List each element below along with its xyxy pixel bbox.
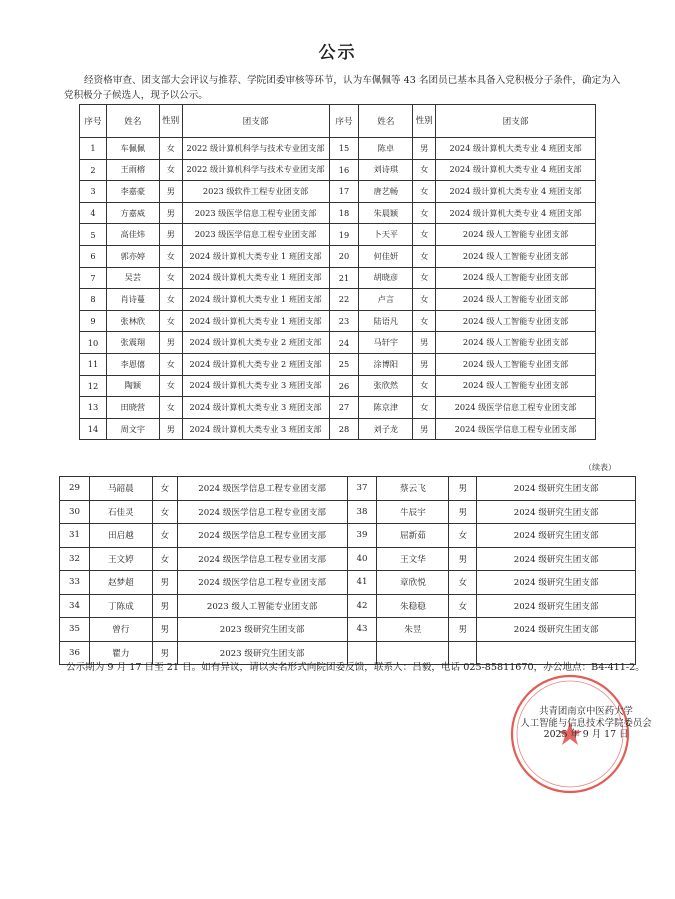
cell-g: 男 [159, 224, 182, 246]
cell-no: 13 [80, 397, 107, 419]
cell-g: 女 [159, 159, 182, 181]
cell-name: 卢言 [359, 289, 413, 311]
cell-no: 3 [80, 181, 107, 203]
cell-no: 17 [329, 181, 359, 203]
cell-g: 男 [413, 418, 436, 440]
cell-no: 36 [60, 641, 90, 665]
header-name: 姓名 [106, 105, 159, 138]
cell-g: 女 [152, 500, 177, 524]
cell-no: 12 [80, 375, 107, 397]
cell-b: 2024 级人工智能专业团支部 [436, 289, 596, 311]
cell-name: 郭亦婷 [106, 245, 159, 267]
cell-name: 屈新茹 [377, 524, 449, 548]
cell-g: 男 [449, 477, 477, 501]
cell-g: 女 [449, 571, 477, 595]
cell-g: 女 [159, 353, 182, 375]
table-row [80, 245, 596, 267]
cell-g: 男 [152, 618, 177, 642]
cell-g: 女 [413, 310, 436, 332]
cell-no: 39 [347, 524, 377, 548]
table-row [80, 202, 596, 224]
cell-no: 30 [60, 500, 90, 524]
header-gender: 性别 [159, 105, 182, 138]
cell-b: 2023 级人工智能专业团支部 [177, 594, 347, 618]
cell-no: 25 [329, 353, 359, 375]
cell-g: 女 [413, 375, 436, 397]
page-title: 公示 [318, 43, 357, 63]
cell-name: 涂博阳 [359, 353, 413, 375]
table-row [80, 159, 596, 181]
table-row [60, 524, 636, 548]
table-row [80, 224, 596, 246]
cell-b: 2024 级计算机大类专业 2 班团支部 [182, 353, 329, 375]
cell-b: 2024 级研究生团支部 [477, 594, 636, 618]
cell-b: 2024 级计算机大类专业 1 班团支部 [182, 245, 329, 267]
cell-b: 2024 级医学信息工程专业团支部 [436, 418, 596, 440]
cell-name: 何佳妍 [359, 245, 413, 267]
cell-g: 男 [413, 332, 436, 354]
cell-b: 2024 级计算机大类专业 4 班团支部 [436, 159, 596, 181]
cell-name: 肖诗蔓 [106, 289, 159, 311]
cell-g: 女 [413, 289, 436, 311]
table-row [80, 138, 596, 160]
cell-no: 2 [80, 159, 107, 181]
cell-name: 瞿力 [89, 641, 152, 665]
cell-g: 男 [159, 332, 182, 354]
cell-b: 2024 级研究生团支部 [477, 524, 636, 548]
cell-no: 19 [329, 224, 359, 246]
cell-g: 女 [413, 397, 436, 419]
cell-no: 9 [80, 310, 107, 332]
cell-b: 2024 级计算机大类专业 3 班团支部 [182, 375, 329, 397]
cell-name: 丁陈成 [89, 594, 152, 618]
cell-g: 男 [449, 500, 477, 524]
cell-b: 2024 级计算机大类专业 4 班团支部 [436, 181, 596, 203]
cell-name: 蔡云飞 [377, 477, 449, 501]
cell-no: 32 [60, 547, 90, 571]
table-row [80, 375, 596, 397]
cell-no: 6 [80, 245, 107, 267]
cell-b: 2024 级计算机大类专业 1 班团支部 [182, 267, 329, 289]
cell-b: 2024 级医学信息工程专业团支部 [177, 547, 347, 571]
cell-b: 2024 级人工智能专业团支部 [436, 224, 596, 246]
cell-g: 女 [413, 202, 436, 224]
cell-g: 女 [159, 267, 182, 289]
cell-name: 李恩僖 [106, 353, 159, 375]
cell-g: 女 [413, 181, 436, 203]
cell-g: 女 [159, 397, 182, 419]
cell-no: 5 [80, 224, 107, 246]
table-row [80, 310, 596, 332]
cell-name: 朱晨颖 [359, 202, 413, 224]
cell-b: 2024 级计算机大类专业 4 班团支部 [436, 138, 596, 160]
continued-label: （续表） [584, 463, 616, 472]
cell-name: 赵梦超 [89, 571, 152, 595]
cell-name: 李嘉豪 [106, 181, 159, 203]
cell-name: 刘诗琪 [359, 159, 413, 181]
cell-g: 男 [159, 181, 182, 203]
cell-no: 8 [80, 289, 107, 311]
table-row [80, 181, 596, 203]
table-row [80, 267, 596, 289]
cell-name: 张林欣 [106, 310, 159, 332]
cell-name: 马轩宇 [359, 332, 413, 354]
cell-name: 陈卓 [359, 138, 413, 160]
cell-b: 2023 级医学信息工程专业团支部 [182, 224, 329, 246]
candidate-table-2 [59, 476, 636, 665]
cell-no: 10 [80, 332, 107, 354]
cell-no: 34 [60, 594, 90, 618]
cell-g: 男 [159, 418, 182, 440]
cell-b: 2023 级研究生团支部 [177, 618, 347, 642]
cell-b: 2024 级人工智能专业团支部 [436, 245, 596, 267]
cell-g: 女 [152, 547, 177, 571]
cell-name: 张欣然 [359, 375, 413, 397]
signature-date: 2025 年 9 月 17 日 [543, 729, 629, 740]
cell-no: 16 [329, 159, 359, 181]
cell-g: 女 [413, 245, 436, 267]
cell-no: 15 [329, 138, 359, 160]
cell-b: 2024 级计算机大类专业 3 班团支部 [182, 397, 329, 419]
cell-g: 男 [413, 353, 436, 375]
cell-name: 高佳炜 [106, 224, 159, 246]
cell-no: 31 [60, 524, 90, 548]
cell-name: 卜天平 [359, 224, 413, 246]
cell-name: 王文婷 [89, 547, 152, 571]
cell-no: 11 [80, 353, 107, 375]
cell-g: 男 [152, 594, 177, 618]
cell-no: 29 [60, 477, 90, 501]
candidate-table-1 [79, 104, 596, 440]
cell-name: 朱稳稳 [377, 594, 449, 618]
cell-name: 陈京津 [359, 397, 413, 419]
cell-b: 2024 级计算机大类专业 1 班团支部 [182, 289, 329, 311]
header-gender: 性别 [413, 105, 436, 138]
cell-g: 男 [449, 547, 477, 571]
cell-b: 2023 级软件工程专业团支部 [182, 181, 329, 203]
cell-b: 2024 级研究生团支部 [477, 547, 636, 571]
cell-no: 1 [80, 138, 107, 160]
cell-g: 女 [449, 524, 477, 548]
cell-name: 王雨榕 [106, 159, 159, 181]
cell-g: 男 [413, 138, 436, 160]
cell-no: 40 [347, 547, 377, 571]
cell-b: 2024 级医学信息工程专业团支部 [177, 477, 347, 501]
cell-name: 陆语凡 [359, 310, 413, 332]
header-no: 序号 [80, 105, 107, 138]
cell-g: 女 [413, 267, 436, 289]
cell-b: 2024 级医学信息工程专业团支部 [177, 500, 347, 524]
cell-name: 章欣悦 [377, 571, 449, 595]
signature-block [506, 706, 666, 741]
cell-b: 2024 级计算机大类专业 4 班团支部 [436, 202, 596, 224]
cell-b: 2022 级计算机科学与技术专业团支部 [182, 138, 329, 160]
cell-g: 男 [152, 571, 177, 595]
cell-b: 2022 级计算机科学与技术专业团支部 [182, 159, 329, 181]
cell-g: 男 [449, 618, 477, 642]
table-row [60, 571, 636, 595]
table-row [80, 289, 596, 311]
cell-name: 石佳灵 [89, 500, 152, 524]
cell-b: 2024 级计算机大类专业 3 班团支部 [182, 418, 329, 440]
signature-college: 人工智能与信息技术学院委员会 [520, 717, 652, 729]
cell-g: 男 [159, 202, 182, 224]
footer-notice: 公示期为 9 月 17 日至 21 日。如有异议，请以实名形式向院团委反馈，联系人：吕毅，电话 025-85811670，办公地点：B4-411-2。 [66, 662, 645, 673]
cell-b: 2024 级人工智能专业团支部 [436, 310, 596, 332]
cell-no: 27 [329, 397, 359, 419]
cell-no: 22 [329, 289, 359, 311]
cell-b: 2024 级医学信息工程专业团支部 [177, 524, 347, 548]
intro-paragraph: 经资格审查、团支部大会评议与推荐、学院团委审核等环节，认为车佩佩等 43 名团员已基本具备入党积极分子条件，确定为入党积极分子候选人，现予以公示。 [64, 75, 621, 101]
cell-b: 2024 级人工智能专业团支部 [436, 332, 596, 354]
cell-name: 田启越 [89, 524, 152, 548]
cell-g: 女 [159, 289, 182, 311]
cell-b: 2024 级研究生团支部 [477, 500, 636, 524]
cell-name: 田晓营 [106, 397, 159, 419]
table-row [80, 397, 596, 419]
cell-g: 男 [152, 641, 177, 665]
cell-name: 曾行 [89, 618, 152, 642]
cell-b: 2024 级医学信息工程专业团支部 [177, 571, 347, 595]
cell-g: 女 [159, 245, 182, 267]
cell-name: 王文华 [377, 547, 449, 571]
cell-no: 33 [60, 571, 90, 595]
cell-no: 37 [347, 477, 377, 501]
cell-b: 2024 级研究生团支部 [477, 618, 636, 642]
cell-g: 女 [413, 159, 436, 181]
cell-name: 胡晓彦 [359, 267, 413, 289]
cell-name: 张震翔 [106, 332, 159, 354]
cell-b: 2024 级研究生团支部 [477, 571, 636, 595]
cell-name: 刘子龙 [359, 418, 413, 440]
header-no: 序号 [329, 105, 359, 138]
cell-no: 24 [329, 332, 359, 354]
cell-no: 43 [347, 618, 377, 642]
cell-b: 2024 级人工智能专业团支部 [436, 353, 596, 375]
cell-name: 朱昱 [377, 618, 449, 642]
cell-g: 女 [159, 310, 182, 332]
cell-g: 女 [413, 224, 436, 246]
cell-no: 21 [329, 267, 359, 289]
cell-b: 2024 级计算机大类专业 2 班团支部 [182, 332, 329, 354]
header-name: 姓名 [359, 105, 413, 138]
header-branch: 团支部 [182, 105, 329, 138]
cell-no: 28 [329, 418, 359, 440]
cell-b: 2024 级计算机大类专业 1 班团支部 [182, 310, 329, 332]
cell-name: 陶颖 [106, 375, 159, 397]
cell-b: 2024 级人工智能专业团支部 [436, 267, 596, 289]
cell-g: 女 [152, 524, 177, 548]
cell-b: 2024 级研究生团支部 [477, 477, 636, 501]
cell-name: 方嘉威 [106, 202, 159, 224]
table-row [60, 547, 636, 571]
cell-b: 2023 级医学信息工程专业团支部 [182, 202, 329, 224]
cell-name: 吴芸 [106, 267, 159, 289]
table-row [80, 418, 596, 440]
table-row [80, 353, 596, 375]
cell-name: 车佩佩 [106, 138, 159, 160]
cell-no: 4 [80, 202, 107, 224]
cell-name: 周文宇 [106, 418, 159, 440]
cell-b: 2024 级医学信息工程专业团支部 [436, 397, 596, 419]
cell-no: 41 [347, 571, 377, 595]
cell-no: 18 [329, 202, 359, 224]
header-branch: 团支部 [436, 105, 596, 138]
cell-no: 35 [60, 618, 90, 642]
cell-no: 14 [80, 418, 107, 440]
table-row [60, 594, 636, 618]
signature-org: 共青团南京中医药大学 [539, 706, 633, 717]
cell-g: 女 [159, 138, 182, 160]
table-row [60, 618, 636, 642]
cell-b: 2023 级研究生团支部 [177, 641, 347, 665]
cell-g: 女 [449, 594, 477, 618]
table-row [60, 477, 636, 501]
cell-g: 女 [152, 477, 177, 501]
cell-no: 26 [329, 375, 359, 397]
cell-no: 42 [347, 594, 377, 618]
table-row [60, 500, 636, 524]
table-row [80, 332, 596, 354]
cell-name: 唐艺畅 [359, 181, 413, 203]
cell-no: 38 [347, 500, 377, 524]
cell-name: 牛辰宇 [377, 500, 449, 524]
cell-name: 马韶晨 [89, 477, 152, 501]
cell-no: 20 [329, 245, 359, 267]
cell-b: 2024 级人工智能专业团支部 [436, 375, 596, 397]
cell-g: 女 [159, 375, 182, 397]
cell-no: 23 [329, 310, 359, 332]
cell-no: 7 [80, 267, 107, 289]
